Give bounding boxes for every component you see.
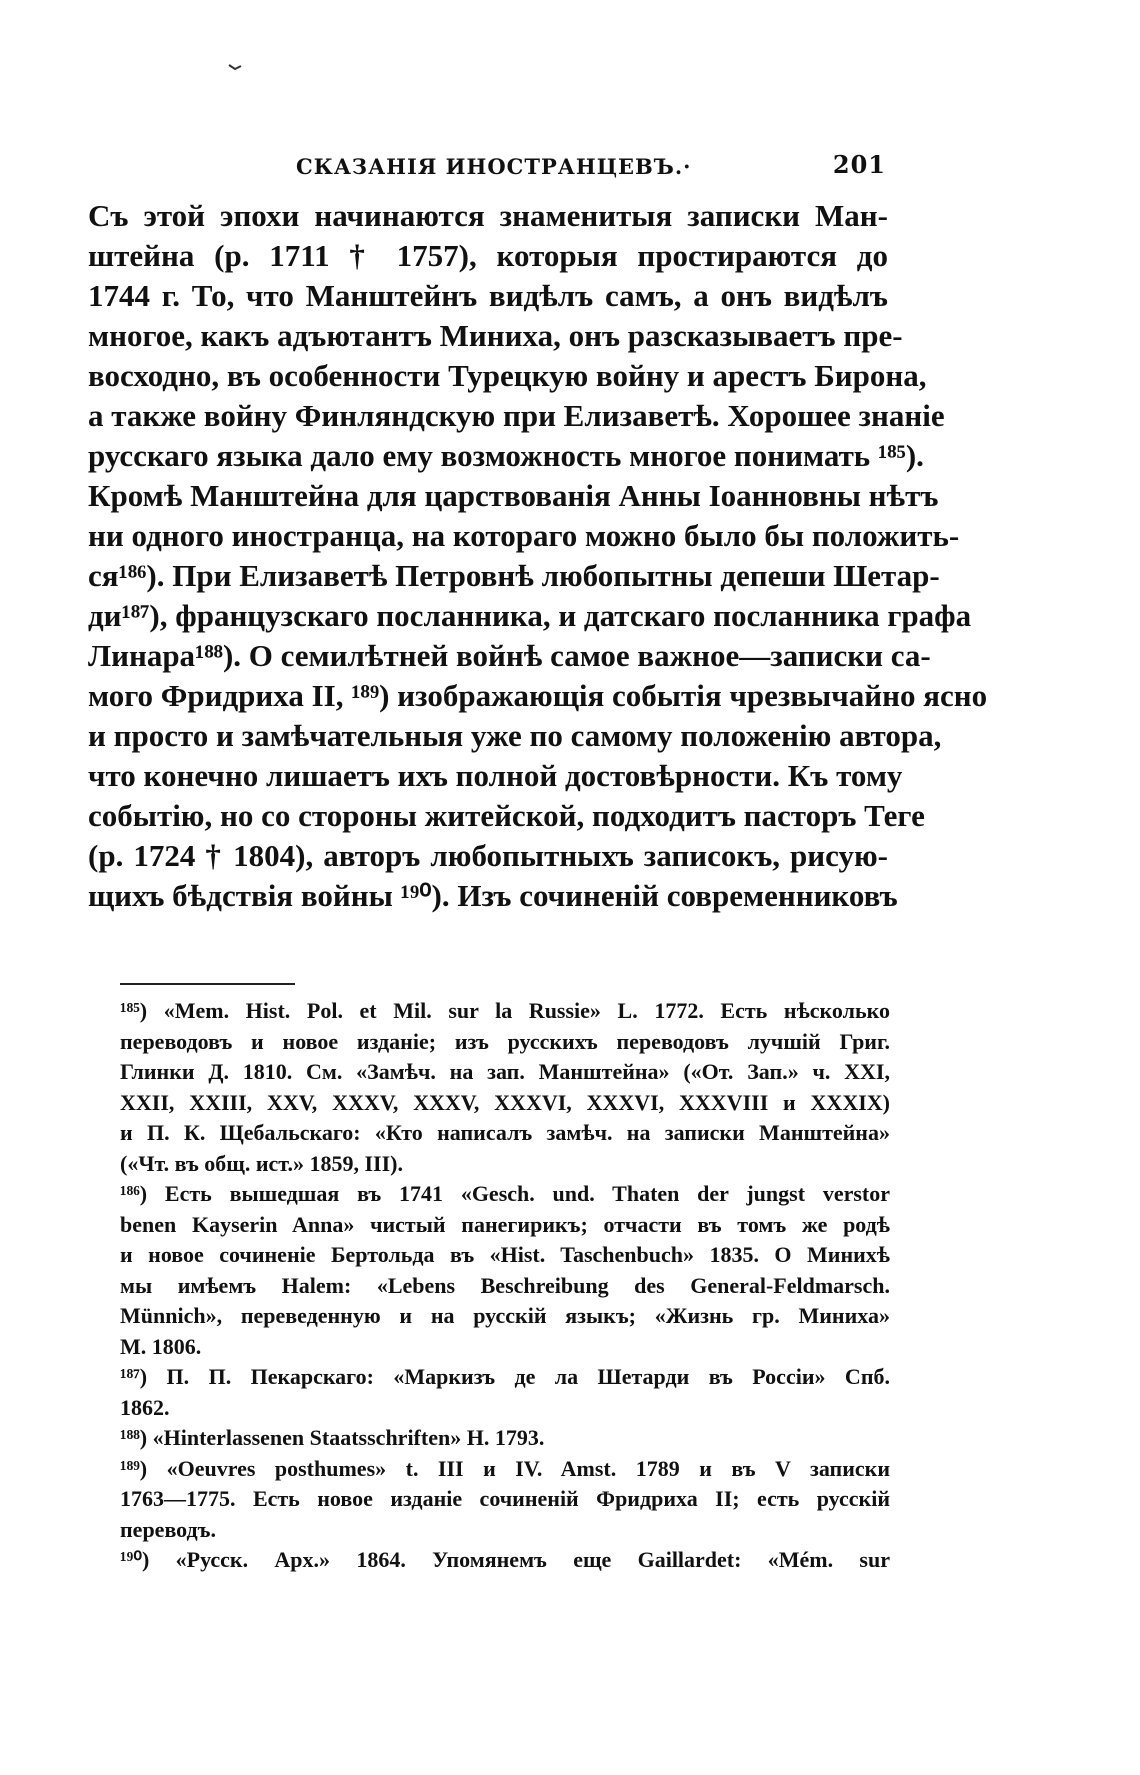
body-line: штейна (р. 1711 † 1757), которыя простираются до <box>88 238 888 273</box>
body-line: Съ этой эпохи начинаются знаменитыя записки Ман- <box>88 198 888 233</box>
body-line: а также войну Финляндскую при Елизаветѣ. Хорошее знаніе <box>88 398 945 433</box>
footnote-line: («Чт. въ общ. ист.» 1859, III). <box>120 1150 403 1176</box>
footnote-line: ¹⁸⁶) Есть вышедшая въ 1741 «Gesch. und. Thaten der jungst verstor <box>120 1181 890 1206</box>
footnote-line: XXII, XXIII, XXV, XXXV, XXXV, XXXVI, XXXVI, XXXVIII и XXXIX) <box>120 1089 890 1115</box>
footnote-line: ¹⁸⁹) «Oeuvres posthumes» t. III и IV. Amst. 1789 и въ V записки <box>120 1455 890 1481</box>
footnote-line: Глинки Д. 1810. См. «Замѣч. на зап. Манштейна» («От. Зап.» ч. XXI, <box>120 1059 890 1084</box>
page-number: 201 <box>832 150 886 179</box>
footnote-line: переводовъ и новое изданіе; изъ русскихъ переводовъ лучшій Григ. <box>120 1028 890 1054</box>
body-line: и просто и замѣчательныя уже по самому положенію автора, <box>88 718 942 753</box>
footnote-line: ¹⁸⁷) П. П. Пекарскаго: «Маркизъ де ла Шетарди въ Россіи» Спб. <box>120 1364 890 1389</box>
footnotes <box>120 996 890 1576</box>
footnote-line: М. 1806. <box>120 1333 202 1359</box>
body-line: (р. 1724 † 1804), авторъ любопытныхъ записокъ, рисую- <box>88 838 888 873</box>
body-line: мого Фридриха II, ¹⁸⁹) изображающія событія чрезвычайно ясно <box>88 678 988 713</box>
footnote-line: ¹⁸⁸) «Hinterlassenen Staatsschriften» H. 1793. <box>120 1425 545 1450</box>
body-line: русскаго языка дало ему возможность многое понимать ¹⁸⁵). <box>88 438 924 473</box>
footnote-line: 1763—1775. Есть новое изданіе сочиненій Фридриха II; есть русскій <box>120 1486 890 1511</box>
footnote-line: benen Kayserin Anna» чистый панегирикъ; отчасти въ томъ же родѣ <box>120 1211 890 1237</box>
running-title: СКАЗАНІЯ ИНОСТРАНЦЕВЪ.· <box>296 154 692 179</box>
footnote-line: Münnich», переведенную и на русскій языкъ; «Жизнь гр. Миниха» <box>120 1303 890 1328</box>
body-line: Линара¹⁸⁸). О семилѣтней войнѣ самое важное—записки са- <box>88 638 931 673</box>
footnote-line: ¹⁹⁰) «Русск. Арх.» 1864. Упомянемъ еще Gaillardet: «Mém. sur <box>120 1547 890 1572</box>
body-line: что конечно лишаетъ ихъ полной достовѣрности. Къ тому <box>88 758 903 793</box>
body-line: ся¹⁸⁶). При Елизаветѣ Петровнѣ любопытны депеши Шетар- <box>88 558 940 593</box>
main-paragraph <box>88 196 988 916</box>
body-line: ни одного иностранца, на котораго можно было бы положить- <box>88 518 960 553</box>
body-line: Кромѣ Манштейна для царствованія Анны Іоанновны нѣтъ <box>88 478 939 513</box>
body-line: восходно, въ особенности Турецкую войну и арестъ Бирона, <box>88 358 927 393</box>
footnote-line: и новое сочиненіе Бертольда въ «Hist. Taschenbuch» 1835. О Минихѣ <box>120 1242 890 1267</box>
footnote-line: 1862. <box>120 1394 170 1420</box>
ink-speck <box>228 64 242 70</box>
footnote-separator <box>120 983 295 985</box>
footnote-line: ¹⁸⁵) «Mem. Hist. Pol. et Mil. sur la Russie» L. 1772. Есть нѣсколько <box>120 998 890 1023</box>
body-line: многое, какъ адъютантъ Миниха, онъ разсказываетъ пре- <box>88 318 903 353</box>
body-line: 1744 г. То, что Манштейнъ видѣлъ самъ, а онъ видѣлъ <box>88 278 888 313</box>
running-header <box>296 150 886 184</box>
footnote-line: мы имѣемъ Halem: «Lebens Beschreibung des General-Feldmarsch. <box>120 1272 890 1298</box>
body-line: событію, но со стороны житейской, подходитъ пасторъ Теге <box>88 798 925 833</box>
body-line: щихъ бѣдствія войны ¹⁹⁰). Изъ сочиненій современниковъ <box>88 878 898 913</box>
footnote-line: переводъ. <box>120 1516 216 1542</box>
body-line: ди¹⁸⁷), французскаго посланника, и датскаго посланника графа <box>88 598 972 633</box>
footnote-line: и П. К. Щебальскаго: «Кто написалъ замѣч. на записки Манштейна» <box>120 1120 890 1145</box>
